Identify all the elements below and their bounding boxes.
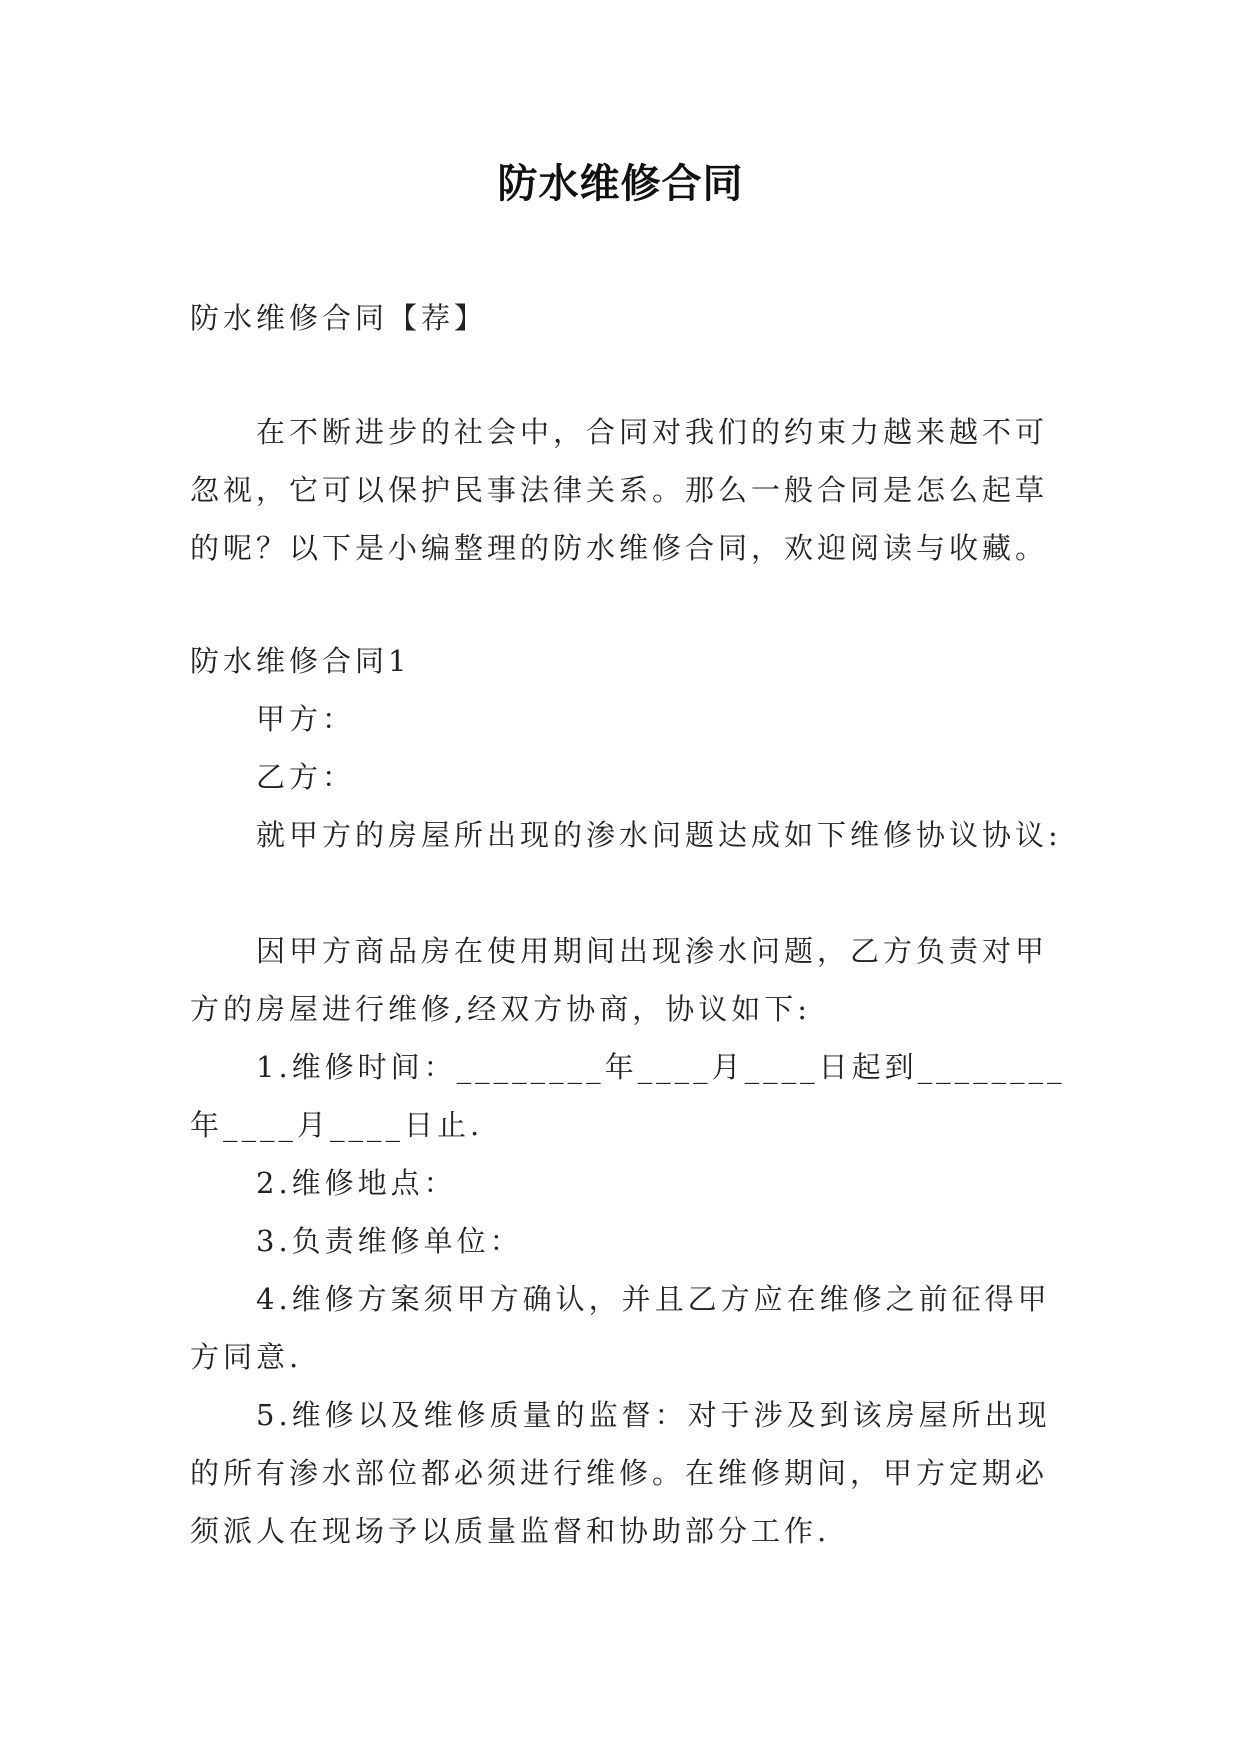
document-title: 防水维修合同 [497, 161, 744, 207]
clause-repair-location: 2.维修地点： [256, 1166, 457, 1200]
party-a-line: 甲方： [256, 702, 356, 736]
clause-repair-plan: 4.维修方案须甲方确认，并且乙方应在维修之前征得甲方同意. [190, 1282, 1051, 1374]
section-title: 防水维修合同1 [190, 644, 411, 678]
party-b-line: 乙方： [256, 760, 356, 794]
background-paragraph: 因甲方商品房在使用期间出现渗水问题，乙方负责对甲方的房屋进行维修,经双方协商，协议如下: [190, 934, 1049, 1026]
document-subtitle: 防水维修合同【荐】 [190, 301, 488, 335]
clause-repair-time: 1.维修时间：________年____月____日起到________年____月____日止. [190, 1050, 1066, 1142]
agreement-intro-paragraph: 就甲方的房屋所出现的渗水问题达成如下维修协议协议: [256, 818, 1062, 852]
intro-paragraph: 在不断进步的社会中，合同对我们的约束力越来越不可忽视，它可以保护民事法律关系。那么一般合同是怎么起草的呢？以下是小编整理的防水维修合同，欢迎阅读与收藏。 [190, 415, 1049, 565]
clause-quality-supervision: 5.维修以及维修质量的监督：对于涉及到该房屋所出现的所有渗水部位都必须进行维修。在维修期间，甲方定期必须派人在现场予以质量监督和协助部分工作. [190, 1398, 1051, 1548]
clause-repair-unit: 3.负责维修单位： [256, 1224, 523, 1258]
